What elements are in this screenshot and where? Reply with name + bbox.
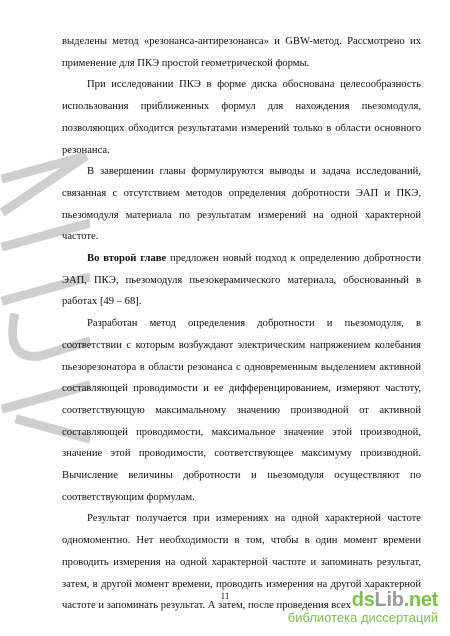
- logo-tagline: библиотека диссертаций: [287, 610, 438, 625]
- logo-brand-lib: Lib: [374, 589, 404, 611]
- paragraph-bold-lead: Во второй главе: [87, 253, 167, 265]
- document-body: [62, 31, 421, 617]
- logo-brand-net: .net: [403, 589, 438, 611]
- page-number: 11: [220, 591, 230, 601]
- paragraph-text: Разработан метод определения добротности и пьезомодуля, в соответствии с которым возбуждают электрическим напряжением колебания пьезорезонатора в области резонанса с одновременным выделением активной составляющей проводимости и ее дифференцированием, измеряют частоту, соответствующую максимальному значению производной от активной составляющей проводимости, максимальное значение этой производной, значение этой проводимости, соответствующее максимуму производной. Вычисление величины добротности и пьезомодуля осуществляют по соответствующим формулам.: [62, 318, 421, 503]
- dslib-logo[interactable]: [288, 588, 438, 632]
- paragraph: [62, 161, 421, 248]
- paragraph-text: Результат получается при измерениях на одной характерной частоте одномоментно. Нет необходимости в том, чтобы в один момент времени проводить измерения на одной характерной частоте и запоминать результат, затем, в другой момент времени, проводить измерения на другой характерной частоте и запоминать результат. А затем, после проведения всех: [62, 513, 421, 612]
- paragraph-text: При исследовании ПКЭ в форме диска обоснована целесообразность использования приближенных формул для нахождения пьезомодуля, позволяющих обходится результатами измерений только в области основного резонанса.: [62, 79, 421, 156]
- paragraph-text: предложен новый подход к определению добротности ЭАП, ПКЭ, пьезомодуля пьезокерамического материала, обоснованный в работах [49 – 68].: [62, 253, 421, 308]
- paragraph-text: В завершении главы формулируются выводы и задача исследований, связанная с отсутствием методов определения добротности ЭАП и ПКЭ, пьезомодуля материала по результатам измерений на одной характерной частоте.: [62, 166, 421, 243]
- paragraph: [62, 248, 421, 313]
- paragraph: [62, 313, 421, 508]
- paragraph: [62, 31, 421, 74]
- paragraph: [62, 74, 421, 161]
- logo-brand: [352, 588, 438, 612]
- logo-brand-ds: ds: [351, 589, 375, 611]
- paragraph-text: выделены метод «резонанса-антирезонанса» и GBW-метод. Рассмотрено их применение для ПКЭ простой геометрической формы.: [62, 36, 421, 69]
